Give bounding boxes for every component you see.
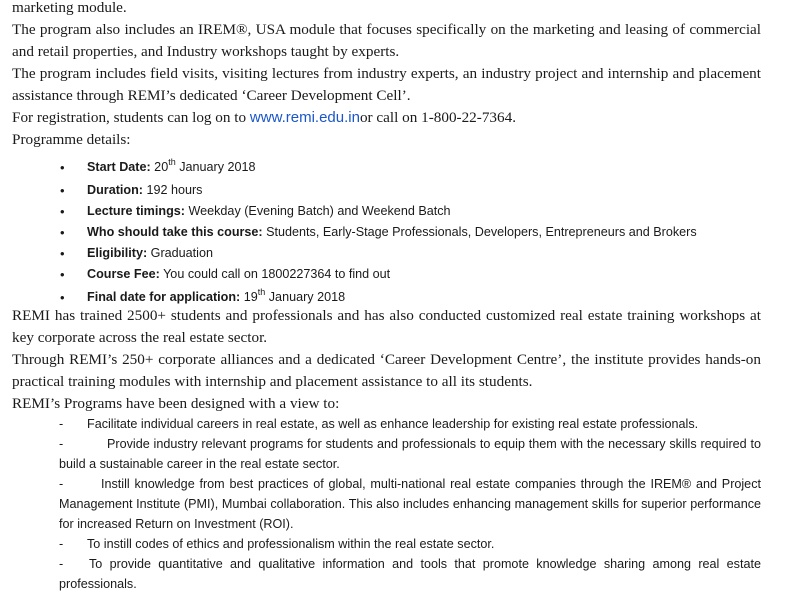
bullet-icon: • bbox=[60, 183, 65, 198]
detail-label: Lecture timings: bbox=[87, 204, 185, 218]
paragraph-alliances: Through REMI’s 250+ corporate alliances and a dedicated ‘Career Development Centre’, the institute provides hands-on practical training modules with internship and placement assistance to all its students. bbox=[12, 351, 761, 390]
detail-after: January 2018 bbox=[175, 160, 256, 174]
detail-audience bbox=[60, 222, 697, 243]
website-link[interactable]: www.remi.edu.in bbox=[249, 109, 360, 126]
detail-duration bbox=[60, 180, 697, 201]
detail-lecture-timings bbox=[60, 201, 697, 222]
aim-text: To provide quantitative and qualitative information and tools that promote knowledge sharing among real estate professionals. bbox=[59, 557, 761, 591]
detail-value: 192 hours bbox=[142, 183, 203, 197]
bullet-icon: • bbox=[60, 267, 65, 282]
detail-value: Graduation bbox=[147, 246, 213, 260]
detail-label: Eligibility: bbox=[87, 246, 148, 260]
detail-eligibility bbox=[60, 243, 697, 264]
programs-heading: REMI’s Programs have been designed with a view to: bbox=[12, 395, 340, 412]
aim-text: To instill codes of ethics and professionalism within the real estate sector. bbox=[87, 537, 495, 551]
paragraph-field-visits: The program includes field visits, visiting lectures from industry experts, an industry project and internship and placement assistance through REMI’s dedicated ‘Career Development Cell’. bbox=[12, 65, 761, 104]
detail-sup: th bbox=[168, 156, 176, 167]
aim-item bbox=[59, 474, 761, 534]
bullet-icon: • bbox=[60, 290, 65, 305]
detail-value: Weekday (Evening Batch) and Weekend Batch bbox=[184, 204, 451, 218]
dash-marker: - bbox=[59, 477, 64, 491]
detail-label: Final date for application: bbox=[87, 290, 241, 304]
detail-start-date bbox=[60, 155, 697, 180]
aim-item bbox=[59, 414, 761, 434]
detail-label: Start Date: bbox=[87, 160, 151, 174]
programme-details-heading: Programme details: bbox=[12, 131, 131, 148]
programme-details-list bbox=[60, 155, 697, 310]
bullet-icon: • bbox=[60, 204, 65, 219]
detail-value: You could call on 1800227364 to find out bbox=[159, 267, 391, 281]
dash-marker: - bbox=[59, 437, 64, 451]
detail-sup: th bbox=[257, 286, 266, 297]
dash-marker: - bbox=[59, 537, 64, 551]
program-aims-list bbox=[59, 414, 761, 594]
detail-value: 20 bbox=[150, 160, 169, 174]
aim-text: Facilitate individual careers in real estate, as well as enhance leadership for existing real estate professionals. bbox=[87, 417, 699, 431]
paragraph-marketing-module: marketing module. bbox=[12, 0, 127, 16]
detail-value: 19 bbox=[240, 290, 258, 304]
aim-text: Instill knowledge from best practices of global, multi-national real estate companies through the IREM® and Project Management Institute (PMI), Mumbai collaboration. This also includes enhancing management skills for superior performance for increased Return on Investment (ROI). bbox=[59, 477, 761, 531]
detail-after: January 2018 bbox=[265, 290, 346, 304]
detail-label: Course Fee: bbox=[87, 267, 160, 281]
aim-text: Provide industry relevant programs for students and professionals to equip them with the necessary skills required to build a sustainable career in the real estate sector. bbox=[59, 437, 761, 471]
dash-marker: - bbox=[59, 557, 64, 571]
aim-item bbox=[59, 534, 761, 554]
registration-line bbox=[12, 107, 761, 129]
registration-suffix: or call on 1-800-22-7364. bbox=[359, 109, 517, 126]
aim-item bbox=[59, 554, 761, 594]
registration-prefix: For registration, students can log on to bbox=[12, 109, 250, 126]
dash-marker: - bbox=[59, 417, 64, 431]
bullet-icon: • bbox=[60, 246, 65, 261]
detail-course-fee bbox=[60, 264, 697, 285]
bullet-icon: • bbox=[60, 225, 65, 240]
paragraph-trained: REMI has trained 2500+ students and professionals and has also conducted customized real estate training workshops at key corporate across the real estate sector. bbox=[12, 307, 761, 346]
detail-label: Duration: bbox=[87, 183, 143, 197]
detail-value: Students, Early-Stage Professionals, Developers, Entrepreneurs and Brokers bbox=[262, 225, 697, 239]
aim-item bbox=[59, 434, 761, 474]
bullet-icon: • bbox=[60, 160, 65, 175]
paragraph-irem-module: The program also includes an IREM®, USA module that focuses specifically on the marketing and leasing of commercial and retail properties, and Industry workshops taught by experts. bbox=[12, 21, 761, 60]
detail-label: Who should take this course: bbox=[87, 225, 263, 239]
